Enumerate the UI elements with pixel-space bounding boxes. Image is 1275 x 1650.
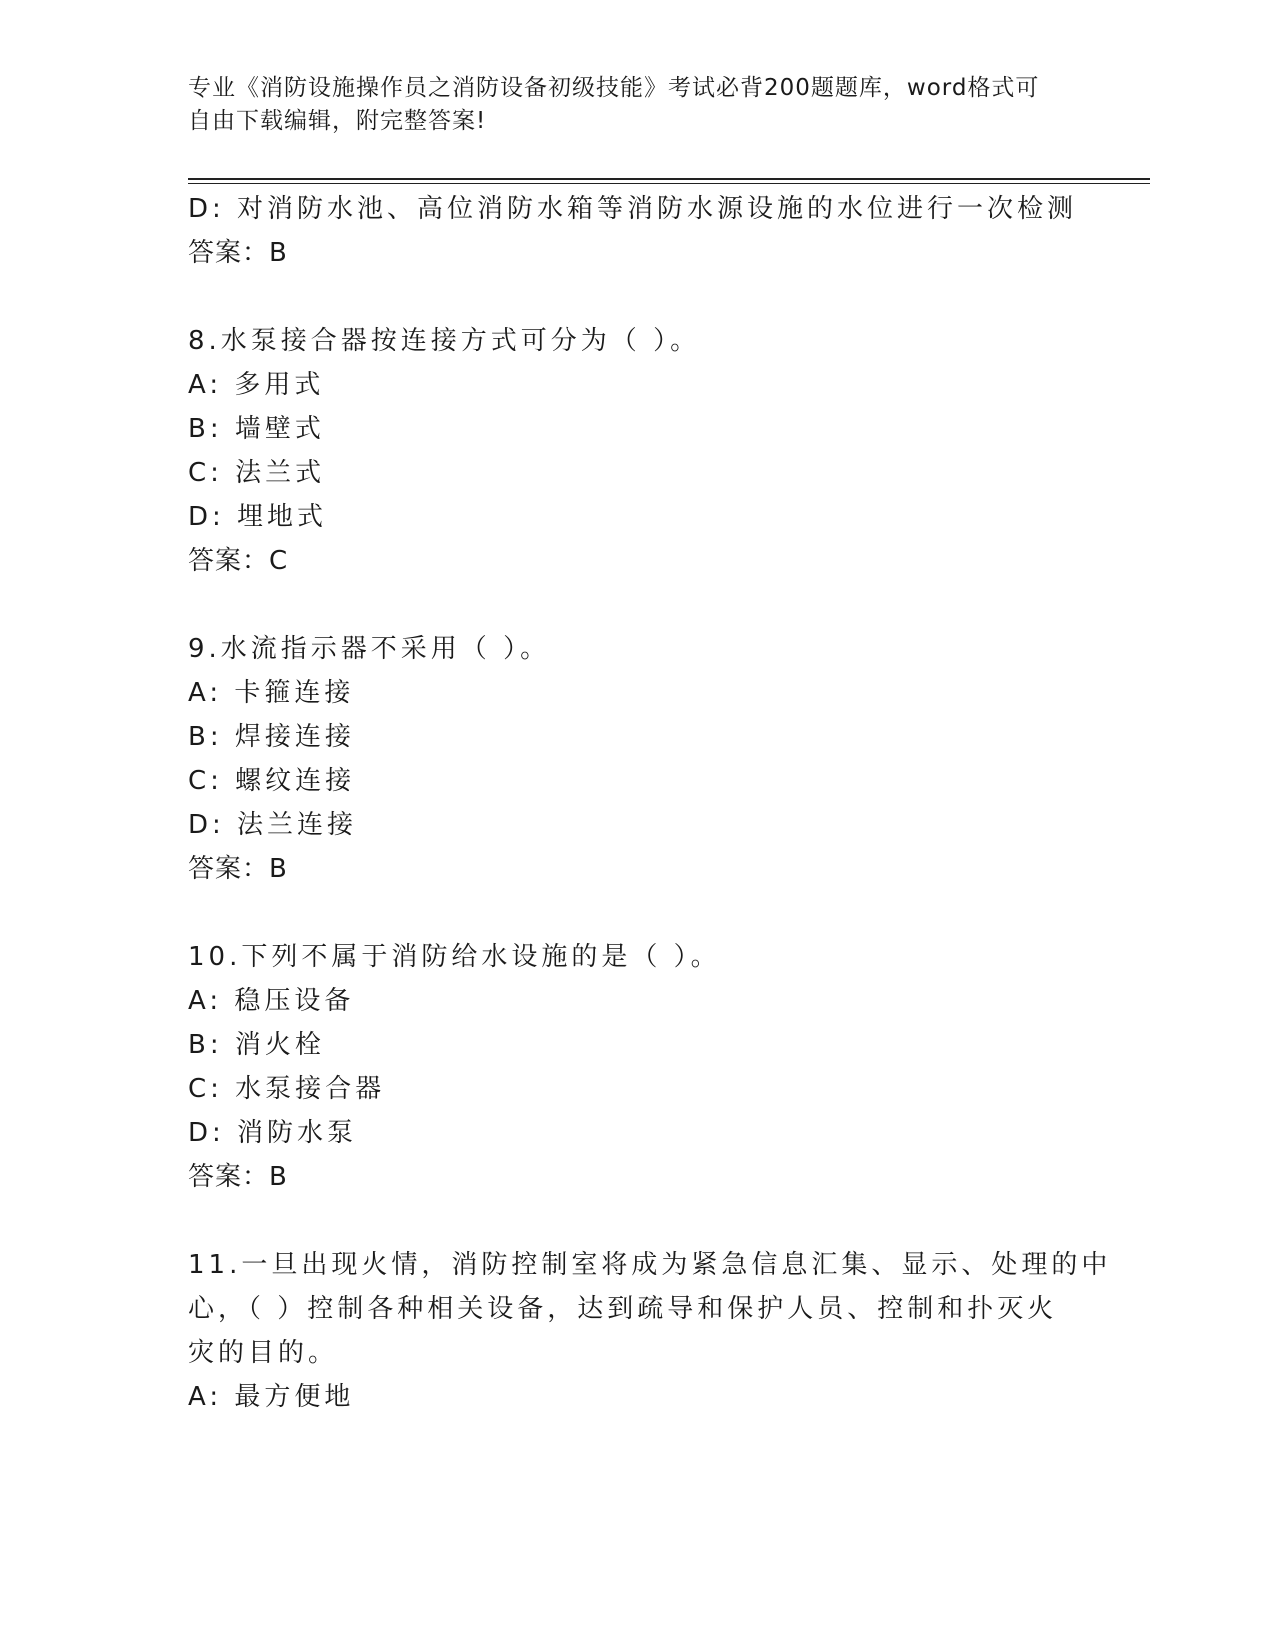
option-8b: B: 墙壁式 bbox=[188, 414, 325, 444]
question-11-line-1: 11.一旦出现火情，消防控制室将成为紧急信息汇集、显示、处理的中 bbox=[188, 1250, 1112, 1280]
document-header bbox=[188, 72, 1068, 138]
option-11a: A: 最方便地 bbox=[188, 1382, 355, 1412]
question-10: 10.下列不属于消防给水设施的是（ ）。 bbox=[188, 942, 721, 972]
option-9d: D: 法兰连接 bbox=[188, 810, 358, 840]
option-10d: D: 消防水泵 bbox=[188, 1118, 358, 1148]
question-11-line-3: 灾的目的。 bbox=[188, 1338, 339, 1368]
header-line-2: 自由下载编辑，附完整答案! bbox=[188, 108, 487, 134]
question-8: 8.水泵接合器按连接方式可分为（ ）。 bbox=[188, 326, 701, 356]
header-divider-thick bbox=[188, 178, 1150, 180]
option-8d: D: 埋地式 bbox=[188, 502, 328, 532]
option-8c: C: 法兰式 bbox=[188, 458, 326, 488]
option-10c: C: 水泵接合器 bbox=[188, 1074, 386, 1104]
option-9c: C: 螺纹连接 bbox=[188, 766, 356, 796]
option-8a: A: 多用式 bbox=[188, 370, 325, 400]
option-7d: D: 对消防水池、高位消防水箱等消防水源设施的水位进行一次检测 bbox=[188, 194, 1078, 224]
answer-8: 答案：C bbox=[188, 546, 289, 576]
header-line-1: 专业《消防设施操作员之消防设备初级技能》考试必背200题题库，word格式可 bbox=[188, 75, 1040, 101]
answer-9: 答案：B bbox=[188, 854, 288, 884]
question-11-line-2: 心，（ ）控制各种相关设备，达到疏导和保护人员、控制和扑灭火 bbox=[188, 1294, 1058, 1324]
option-9a: A: 卡箍连接 bbox=[188, 678, 355, 708]
question-9: 9.水流指示器不采用（ ）。 bbox=[188, 634, 551, 664]
option-9b: B: 焊接连接 bbox=[188, 722, 355, 752]
answer-10: 答案：B bbox=[188, 1162, 288, 1192]
answer-7: 答案：B bbox=[188, 238, 288, 268]
option-10a: A: 稳压设备 bbox=[188, 986, 355, 1016]
option-10b: B: 消火栓 bbox=[188, 1030, 325, 1060]
header-divider-thin bbox=[188, 183, 1150, 184]
